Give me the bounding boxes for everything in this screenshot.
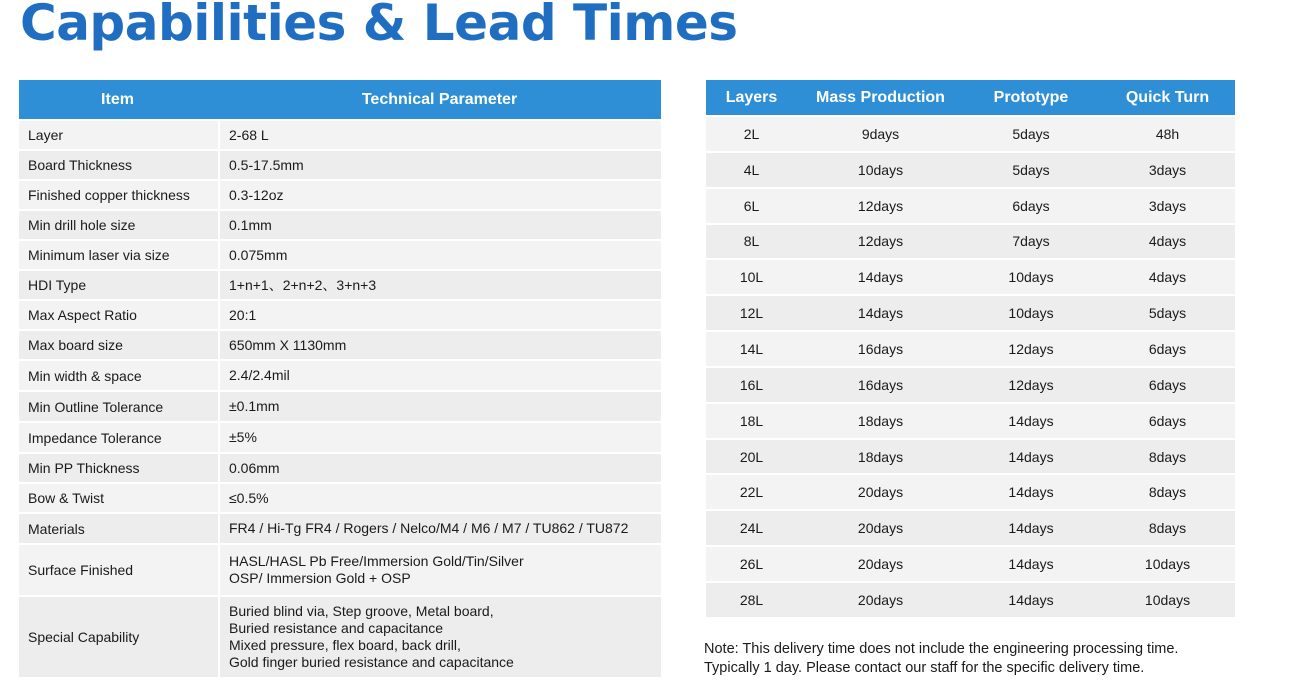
cell-parameter — [218, 331, 661, 359]
cell-quick-turn: 4days — [1148, 269, 1187, 286]
capabilities-body — [19, 119, 661, 677]
table-row — [706, 473, 1235, 509]
lead-times-body — [706, 115, 1235, 617]
table-row — [706, 330, 1235, 366]
cell-parameter — [218, 597, 661, 677]
cell-mass-production: 14days — [857, 269, 904, 286]
cell-mass-production: 16days — [857, 340, 904, 357]
cell-mass-production: 10days — [857, 161, 904, 178]
cell-item: Surface Finished — [28, 562, 134, 578]
cell-layers: 4L — [743, 161, 760, 178]
parameter-line: HASL/HASL Pb Free/Immersion Gold/Tin/Silver — [229, 553, 524, 569]
parameter-line: 0.5-17.5mm — [229, 156, 304, 173]
table-row — [19, 269, 661, 299]
cell-prototype: 14days — [1008, 556, 1054, 573]
cell-quick-turn: 8days — [1148, 484, 1187, 501]
cell-item: Max Aspect Ratio — [28, 307, 137, 323]
cell-mass-production: 12days — [857, 233, 904, 250]
table-row — [706, 402, 1235, 438]
cell-mass-production: 20days — [857, 591, 904, 608]
table-row — [19, 421, 661, 452]
cell-parameter — [218, 181, 661, 209]
cell-layers: 2L — [743, 125, 760, 142]
parameter-line: 2-68 L — [229, 126, 269, 143]
table-row — [19, 512, 661, 543]
cell-quick-turn: 6days — [1148, 412, 1187, 429]
table-row — [706, 294, 1235, 330]
parameter-line: 0.06mm — [229, 459, 280, 476]
cell-prototype: 10days — [1008, 269, 1054, 286]
cell-prototype: 5days — [1012, 125, 1050, 142]
cell-quick-turn: 8days — [1148, 448, 1187, 465]
cell-item: Bow & Twist — [28, 490, 104, 506]
cell-item: Min width & space — [28, 367, 142, 384]
cell-parameter — [218, 454, 661, 482]
parameter-line: 0.075mm — [229, 246, 288, 263]
parameter-line: Buried blind via, Step groove, Metal board, — [229, 603, 494, 619]
cell-prototype: 12days — [1008, 376, 1054, 393]
cell-parameter — [218, 241, 661, 269]
cell-mass-production: 18days — [857, 412, 904, 429]
table-row — [19, 543, 661, 595]
parameter-line: 0.1mm — [229, 216, 272, 233]
cell-layers: 8L — [743, 233, 760, 250]
cell-prototype: 14days — [1008, 520, 1054, 537]
cell-parameter — [218, 392, 661, 421]
parameter-line: Mixed pressure, flex board, back drill, — [229, 637, 461, 653]
table-row — [19, 595, 661, 677]
header-layers: Layers — [725, 88, 778, 106]
cell-layers: 18L — [739, 412, 764, 429]
cell-layers: 10L — [739, 269, 764, 286]
cell-layers: 16L — [739, 376, 764, 393]
parameter-line: Gold finger buried resistance and capacitance — [229, 654, 514, 670]
cell-parameter — [218, 151, 661, 179]
table-row — [19, 359, 661, 390]
cell-item: Finished copper thickness — [28, 187, 190, 203]
cell-parameter — [218, 423, 661, 452]
cell-prototype: 14days — [1008, 448, 1054, 465]
cell-quick-turn: 8days — [1148, 520, 1187, 537]
cell-quick-turn: 6days — [1148, 340, 1187, 357]
lead-times-table — [706, 80, 1235, 617]
parameter-line: 20:1 — [229, 306, 257, 323]
cell-mass-production: 20days — [857, 520, 904, 537]
cell-layers: 14L — [739, 340, 764, 357]
table-row — [19, 452, 661, 482]
cell-parameter — [218, 301, 661, 329]
cell-parameter — [218, 211, 661, 239]
cell-item: Min Outline Tolerance — [28, 398, 164, 415]
table-row — [706, 258, 1235, 294]
cell-parameter — [218, 514, 661, 543]
table-row — [706, 151, 1235, 187]
cell-quick-turn: 5days — [1148, 305, 1187, 322]
cell-item: Max board size — [28, 337, 123, 353]
table-row — [19, 329, 661, 359]
cell-prototype: 14days — [1008, 412, 1054, 429]
cell-item: HDI Type — [28, 277, 87, 293]
cell-layers: 24L — [739, 520, 764, 537]
cell-quick-turn: 3days — [1148, 197, 1187, 214]
parameter-line: 0.3-12oz — [229, 186, 284, 203]
cell-prototype: 10days — [1008, 305, 1054, 322]
cell-item: Minimum laser via size — [28, 247, 170, 263]
cell-parameter — [218, 361, 661, 390]
note-line: Note: This delivery time does not include the engineering processing time. — [704, 641, 1179, 657]
cell-parameter — [218, 121, 661, 149]
cell-layers: 26L — [739, 556, 764, 573]
parameter-line: 2.4/2.4mil — [229, 367, 290, 383]
cell-quick-turn: 10days — [1144, 556, 1191, 573]
table-row — [19, 209, 661, 239]
cell-quick-turn: 10days — [1144, 591, 1191, 608]
cell-layers: 28L — [739, 591, 764, 608]
table-row — [19, 299, 661, 329]
cell-parameter — [218, 545, 661, 595]
table-row — [706, 115, 1235, 151]
cell-prototype: 7days — [1012, 233, 1050, 250]
header-quick-turn: Quick Turn — [1125, 88, 1210, 106]
cell-layers: 22L — [739, 484, 764, 501]
cell-prototype: 12days — [1008, 340, 1054, 357]
parameter-line: ±5% — [229, 429, 257, 445]
cell-mass-production: 12days — [857, 197, 904, 214]
cell-prototype: 14days — [1008, 591, 1054, 608]
capabilities-header-row — [19, 80, 661, 119]
table-row — [19, 149, 661, 179]
cell-quick-turn: 4days — [1148, 233, 1187, 250]
table-row — [706, 223, 1235, 259]
table-row — [706, 545, 1235, 581]
parameter-line: 1+n+1、2+n+2、3+n+3 — [229, 276, 377, 293]
cell-mass-production: 16days — [857, 376, 904, 393]
cell-quick-turn: 48h — [1155, 125, 1180, 142]
table-row — [19, 239, 661, 269]
parameter-line: Buried resistance and capacitance — [229, 620, 444, 636]
lead-times-header-row — [706, 80, 1235, 115]
table-row — [19, 179, 661, 209]
header-item: Item — [101, 90, 134, 108]
parameter-line: FR4 / Hi-Tg FR4 / Rogers / Nelco/M4 / M6 / M7 / TU862 / TU872 — [229, 520, 629, 536]
cell-mass-production: 14days — [857, 305, 904, 322]
cell-parameter — [218, 484, 661, 512]
cell-layers: 12L — [739, 305, 764, 322]
cell-item: Special Capability — [28, 629, 140, 645]
cell-prototype: 5days — [1012, 161, 1050, 178]
table-row — [706, 366, 1235, 402]
cell-item: Min PP Thickness — [28, 460, 140, 476]
header-prototype: Prototype — [993, 88, 1069, 106]
note-line: Typically 1 day. Please contact our staff for the specific delivery time. — [704, 660, 1145, 676]
cell-mass-production: 20days — [857, 484, 904, 501]
table-row — [19, 482, 661, 512]
cell-item: Layer — [28, 127, 64, 143]
delivery-note — [704, 640, 1178, 678]
table-row — [706, 509, 1235, 545]
table-row — [19, 390, 661, 421]
table-row — [706, 581, 1235, 617]
cell-item: Impedance Tolerance — [28, 429, 162, 446]
table-row — [706, 438, 1235, 474]
parameter-line: 650mm X 1130mm — [229, 336, 347, 353]
header-technical-parameter: Technical Parameter — [361, 90, 518, 108]
cell-prototype: 14days — [1008, 484, 1054, 501]
cell-quick-turn: 3days — [1148, 161, 1187, 178]
parameter-line: ±0.1mm — [229, 398, 280, 414]
table-row — [706, 187, 1235, 223]
cell-layers: 6L — [743, 197, 760, 214]
cell-item: Min drill hole size — [28, 217, 136, 233]
page-title: Capabilities & Lead Times — [20, 0, 738, 52]
capabilities-table — [19, 80, 661, 677]
parameter-line: ≤0.5% — [229, 489, 269, 506]
cell-prototype: 6days — [1012, 197, 1050, 214]
cell-quick-turn: 6days — [1148, 376, 1187, 393]
cell-mass-production: 18days — [857, 448, 904, 465]
table-row — [19, 119, 661, 149]
header-mass-production: Mass Production — [816, 88, 945, 106]
cell-layers: 20L — [739, 448, 764, 465]
cell-item: Materials — [28, 520, 85, 537]
cell-parameter — [218, 271, 661, 299]
cell-mass-production: 20days — [857, 556, 904, 573]
parameter-line: OSP/ Immersion Gold + OSP — [229, 570, 411, 586]
cell-mass-production: 9days — [861, 125, 900, 142]
cell-item: Board Thickness — [28, 157, 133, 173]
